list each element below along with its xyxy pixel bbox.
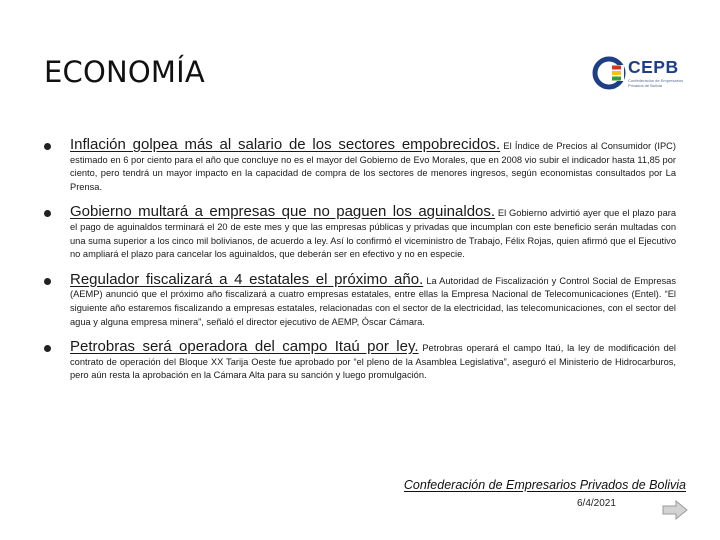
news-headline: Petrobras será operadora del campo Itaú por ley. [70,338,419,356]
page-title: ECONOMÍA [44,55,205,89]
bullet-icon [44,278,51,285]
bullet-icon [44,210,51,217]
news-item [44,205,676,261]
news-body: El Gobierno advirtió ayer que el plazo para el pago de aguinaldos terminará el 20 de este mes y que las empresas públicas y privadas que incumplan con este beneficio serán multadas con una suma superior a los cinco mil bolivianos, de acuerdo a ley. Así lo confirmó el viceministro de Trabajo, Félix Rojas, quien afirmó que el Ejecutivo no ampliará el plazo para cancelar los aguinaldos, que deberán ser en efectivo y no en especie. [70,208,677,260]
footer-organization: Confederación de Empresarios Privados de Bolivia [403,478,686,492]
news-body: El Índice de Precios al Consumidor (IPC) estimado en 6 por ciento para el año que concluye no es el mayor del Gobierno de Evo Morales, que en 2008 vio subir el indicador hasta 11,85 por ciento, pero tendrá un mayor impacto en la capacidad de compra de los sectores de menores ingresos, según economistas consultados por La Prensa. [70,141,676,192]
news-paragraph [70,270,676,329]
news-headline: Regulador fiscalizará a 4 estatales el próximo año. [70,270,424,288]
news-list [44,138,676,394]
news-item [44,340,676,383]
news-paragraph [70,340,676,383]
news-item [44,270,676,329]
cepb-logo [592,56,692,92]
logo-subtitle: Confederación de Empresarios Privados de Bolivia [628,78,684,88]
next-slide-arrow-icon[interactable] [662,500,688,520]
bullet-icon [44,345,51,352]
slide-date: 6/4/2021 [577,498,616,509]
logo-brand-text: CEPB [628,57,679,77]
bullet-icon [44,143,51,150]
cepb-logo-mark [592,56,626,90]
news-headline: Gobierno multará a empresas que no paguen los aguinaldos. [70,203,496,221]
news-paragraph [70,138,676,194]
news-body: Petrobras operará el campo Itaú, la ley de modificación del contrato de operación del Bloque XX Tarija Oeste fue aprobado por “el pleno de la Asamblea Legislativa”, aseguró el Ministerio de Hidrocarburos, pero aún resta la aprobación en la Cámara Alta para su sanción y luego promulgación. [70,343,676,381]
news-headline: Inflación golpea más al salario de los sectores empobrecidos. [70,136,501,153]
news-item [44,138,676,194]
news-paragraph [70,205,676,261]
news-body: La Autoridad de Fiscalización y Control Social de Empresas (AEMP) anunció que el próximo año fiscalizará a cuatro empresas estatales, entre ellas la Empresa Nacional de Telecomunicaciones (Entel). “El siguiente año estaremos fiscalizando a empresas estatales, relacionadas con el sector de la electricidad, las telecomunicaciones, con el sector del agua y alguna empresa minera”, señaló el director ejecutivo de AEMP, Óscar Cámara. [70,275,676,327]
